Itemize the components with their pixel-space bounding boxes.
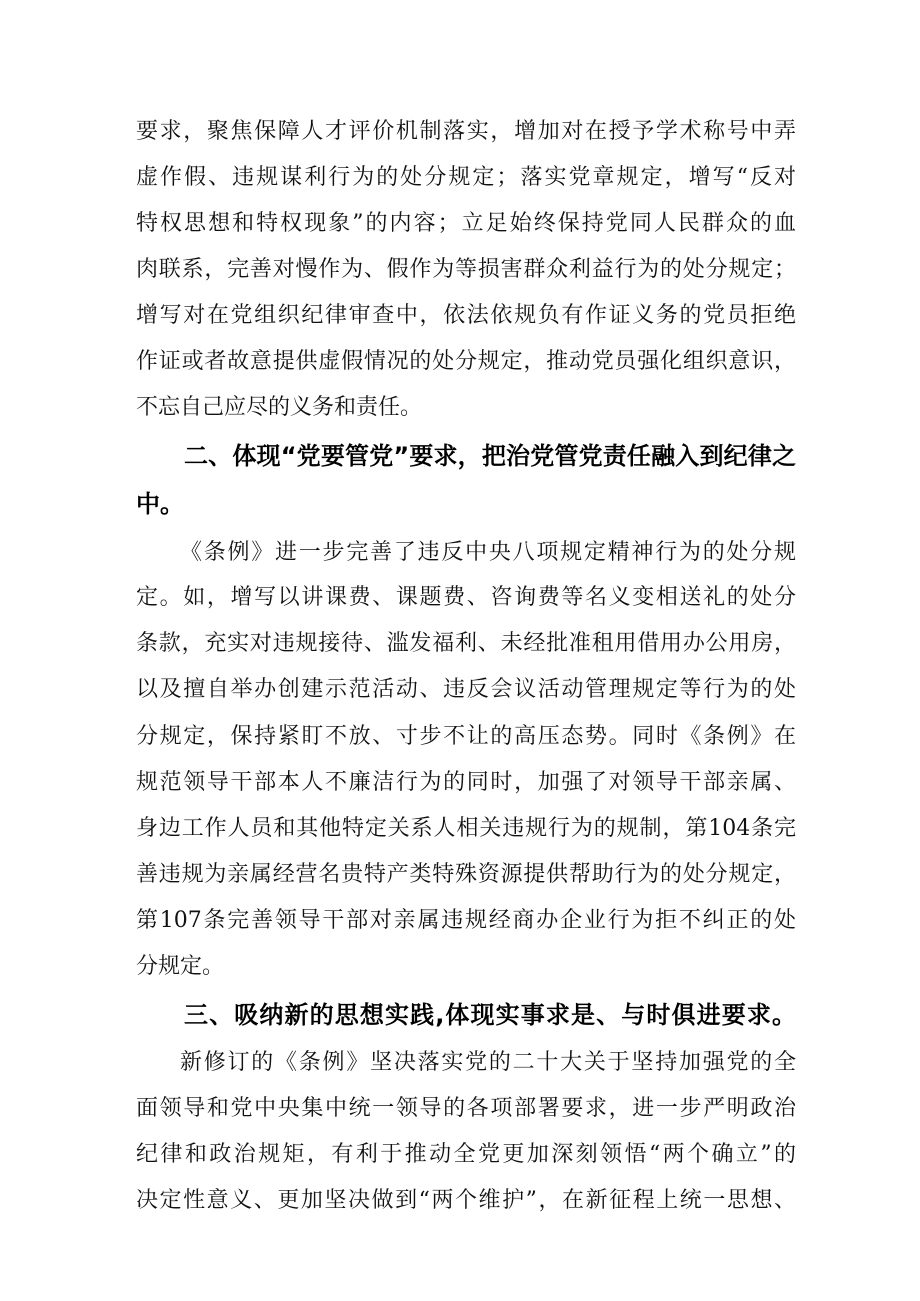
paragraph-1-line: 增写对在党组织纪律审查中，依法依规负有作证义务的党员拒绝 xyxy=(136,303,796,328)
paragraph-2-line: 分规定，保持紧盯不放、寸步不让的高压态势。同时《条例》在 xyxy=(136,724,796,749)
paragraph-2-line: 规范领导干部本人不廉洁行为的同时，加强了对领导干部亲属、 xyxy=(136,770,796,795)
paragraph-2-line: 以及擅自举办创建示范活动、违反会议活动管理规定等行为的处 xyxy=(136,677,796,702)
paragraph-2-line: 分规定。 xyxy=(136,954,225,979)
paragraph-1-line: 不忘自己应尽的义务和责任。 xyxy=(136,395,423,420)
paragraph-3-line: 面领导和党中央集中统一领导的各项部署要求，进一步严明政治 xyxy=(136,1096,796,1121)
paragraph-3-line: 新修订的《条例》坚决落实党的二十大关于坚持加强党的全 xyxy=(180,1050,796,1075)
section-heading-2-line: 二、体现“党要管党”要求，把治党管党责任融入到纪律之 xyxy=(184,442,796,470)
paragraph-1-line: 作证或者故意提供虚假情况的处分规定，推动党员强化组织意识， xyxy=(136,349,796,374)
paragraph-1-line: 虚作假、违规谋利行为的处分规定；落实党章规定，增写“反对 xyxy=(136,165,796,190)
paragraph-2-line: 身边工作人员和其他特定关系人相关违规行为的规制，第104条完 xyxy=(136,816,796,841)
paragraph-1-line: 要求，聚焦保障人才评价机制落实，增加对在授予学术称号中弄 xyxy=(136,119,796,144)
section-heading-2-line: 中。 xyxy=(136,490,184,518)
paragraph-2-line: 条款，充实对违规接待、滥发福利、未经批准租用借用办公用房， xyxy=(136,631,796,656)
section-heading-3-line: 三、吸纳新的思想实践,体现实事求是、与时俱进要求。 xyxy=(184,1001,796,1029)
paragraph-2-line: 定。如，增写以讲课费、课题费、咨询费等名义变相送礼的处分 xyxy=(136,585,796,610)
paragraph-2-line: 《条例》进一步完善了违反中央八项规定精神行为的处分规 xyxy=(180,540,796,565)
paragraph-2-line: 善违规为亲属经营名贵特产类特殊资源提供帮助行为的处分规定， xyxy=(136,862,796,887)
paragraph-1-line: 特权思想和特权现象”的内容；立足始终保持党同人民群众的血 xyxy=(136,211,796,236)
paragraph-3-line: 决定性意义、更加坚决做到“两个维护”，在新征程上统一思想、 xyxy=(136,1188,796,1213)
paragraph-1-line: 肉联系，完善对慢作为、假作为等损害群众利益行为的处分规定； xyxy=(136,257,796,282)
paragraph-3-line: 纪律和政治规矩，有利于推动全党更加深刻领悟“两个确立”的 xyxy=(136,1142,796,1167)
paragraph-2-line: 第107条完善领导干部对亲属违规经商办企业行为拒不纠正的处 xyxy=(136,908,796,933)
